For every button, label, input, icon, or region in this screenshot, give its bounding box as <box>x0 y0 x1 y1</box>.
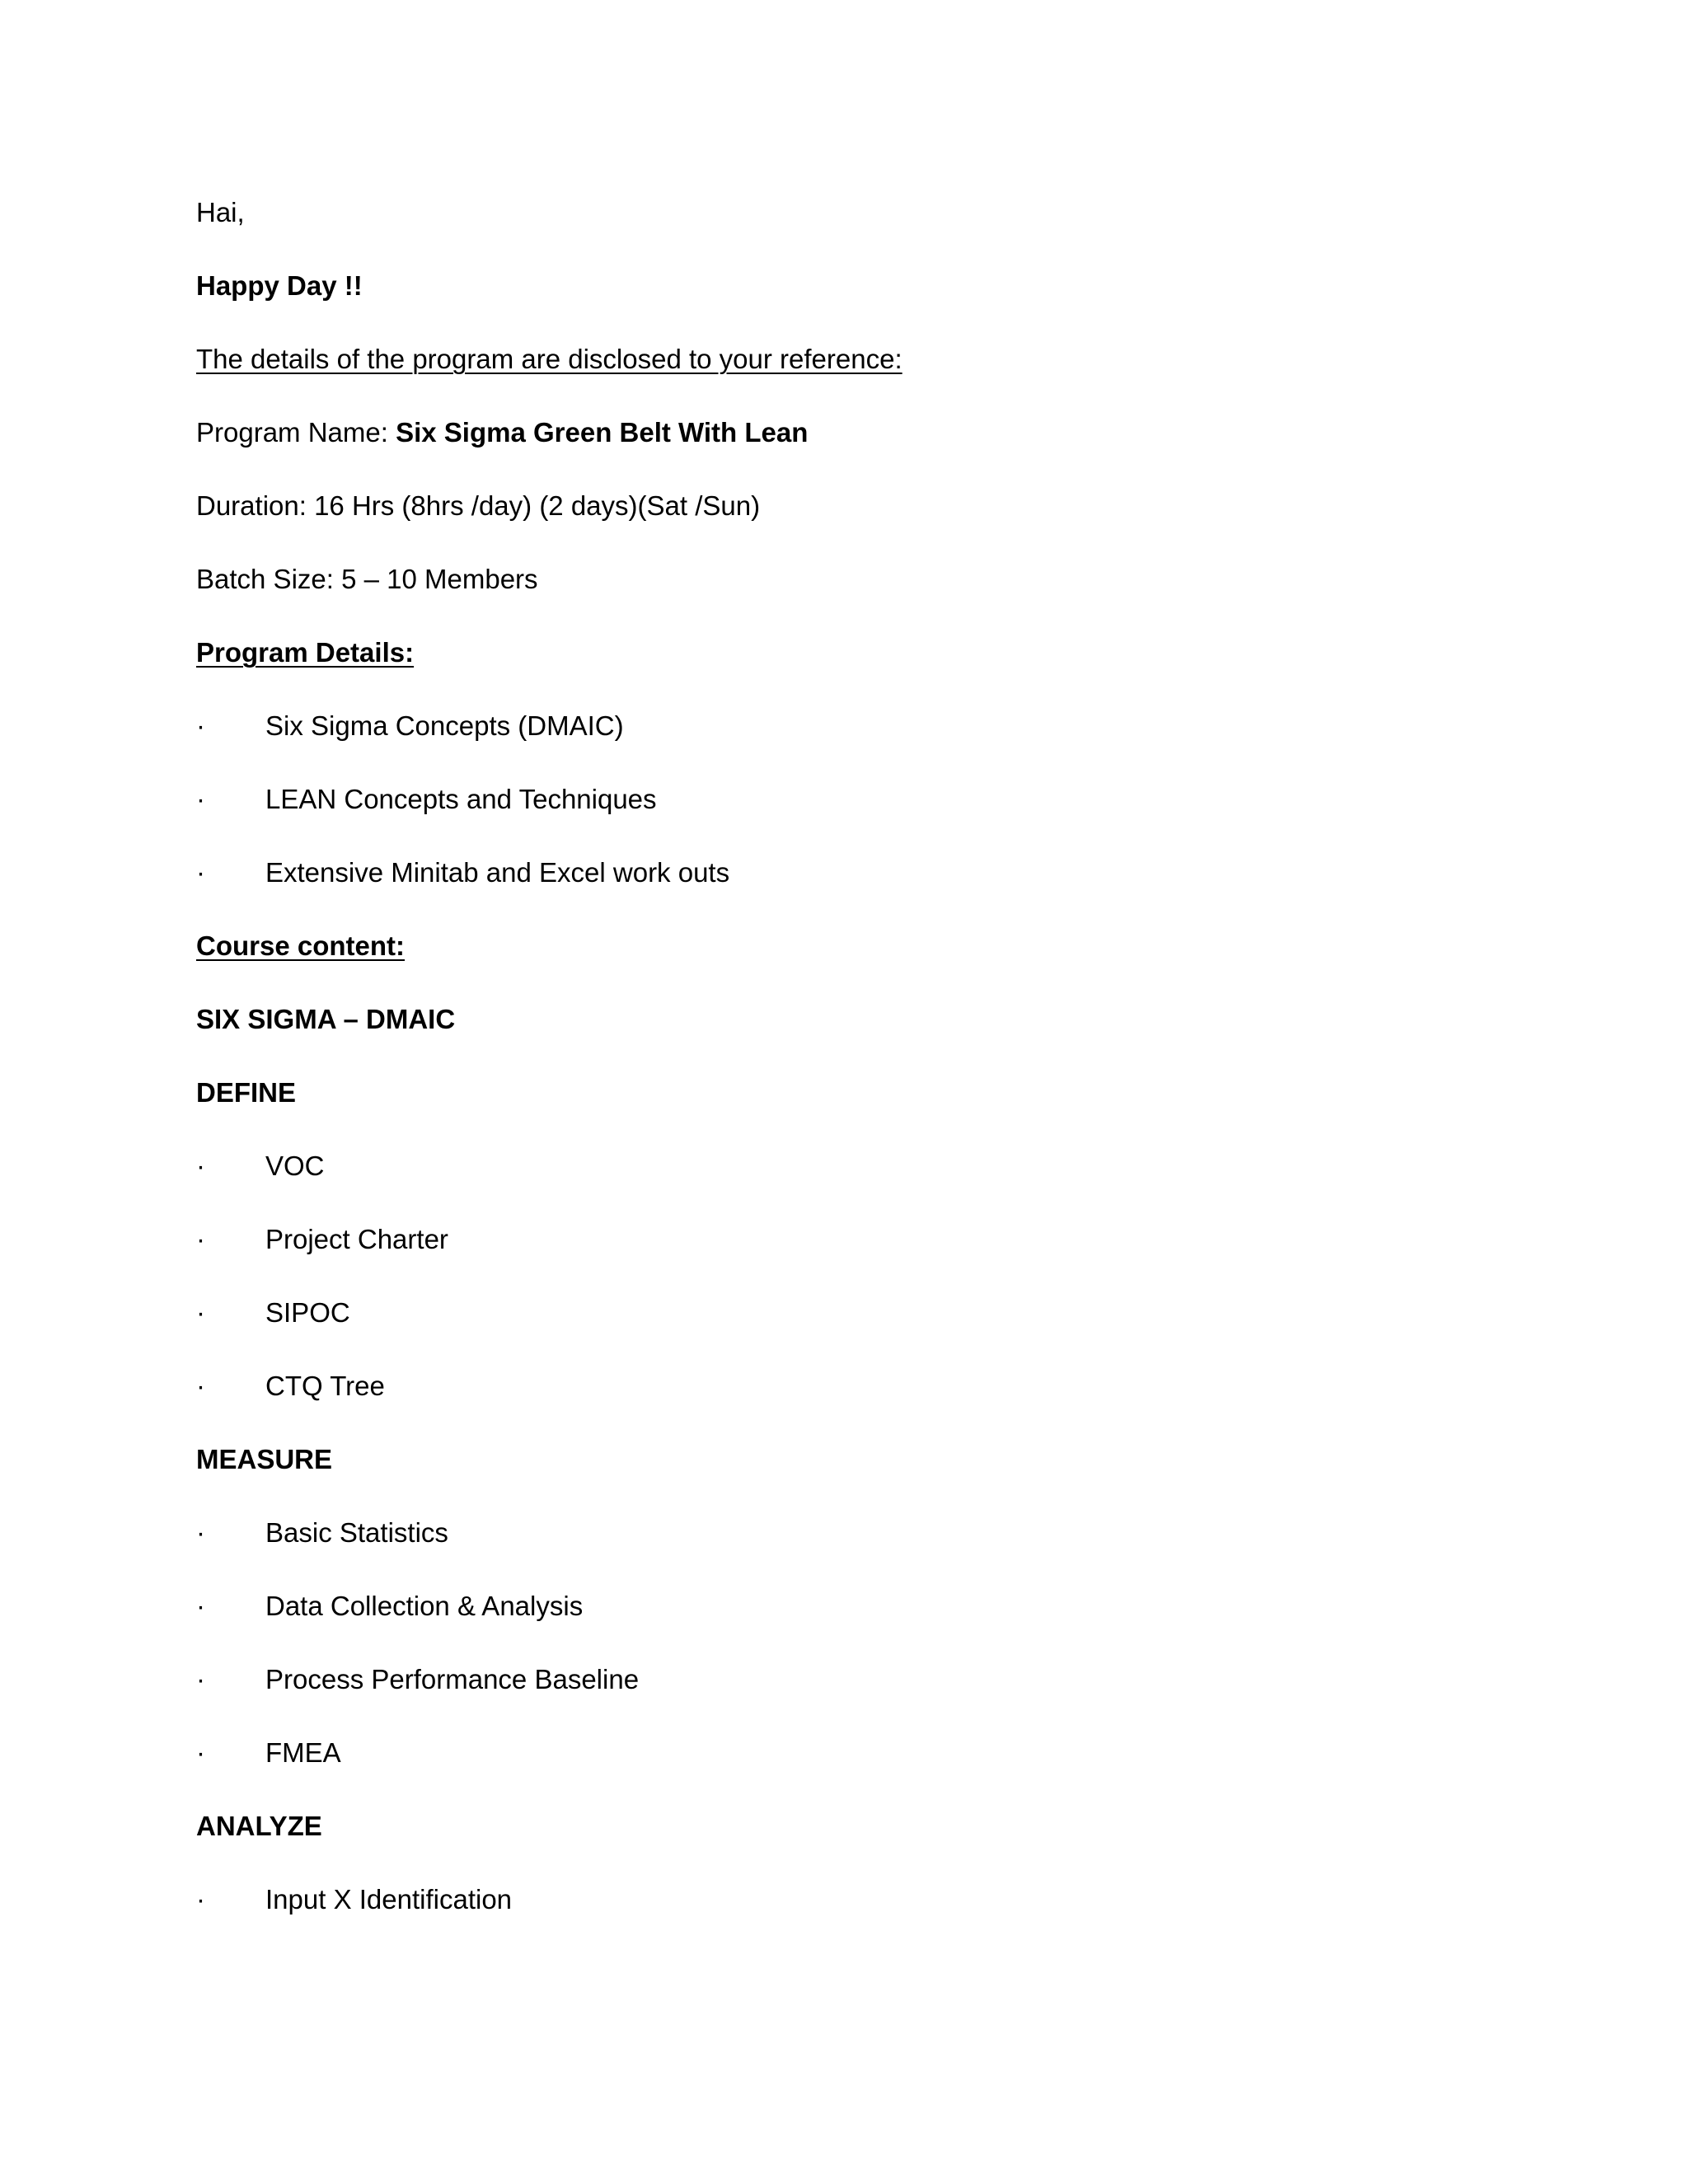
bullet-icon: · <box>196 1224 205 1254</box>
measure-heading: MEASURE <box>196 1444 333 1474</box>
bullet-icon: · <box>196 710 205 741</box>
list-item-text: Input X Identification <box>265 1884 513 1915</box>
program-name-value: Six Sigma Green Belt With Lean <box>396 417 809 448</box>
analyze-heading: ANALYZE <box>196 1811 322 1841</box>
bullet-icon: · <box>196 1517 205 1548</box>
list-item-text: CTQ Tree <box>265 1371 385 1401</box>
list-item-text: Data Collection & Analysis <box>265 1591 584 1621</box>
happy-day-heading: Happy Day !! <box>196 270 363 301</box>
bullet-icon: · <box>196 784 205 814</box>
program-name-line <box>196 416 808 449</box>
greeting: Hai, <box>196 197 245 227</box>
dmaic-heading: SIX SIGMA – DMAIC <box>196 1004 456 1034</box>
program-name-label: Program Name: <box>196 417 396 448</box>
bullet-icon: · <box>196 1591 205 1621</box>
list-item-text: Process Performance Baseline <box>265 1664 640 1694</box>
list-item-text: FMEA <box>265 1737 341 1768</box>
define-heading: DEFINE <box>196 1077 297 1108</box>
bullet-icon: · <box>196 1371 205 1401</box>
batch-size-line: Batch Size: 5 – 10 Members <box>196 564 538 594</box>
bullet-icon: · <box>196 1737 205 1768</box>
course-content-heading: Course content: <box>196 930 406 961</box>
bullet-icon: · <box>196 1297 205 1328</box>
list-item-text: LEAN Concepts and Techniques <box>265 784 657 814</box>
list-item-text: Extensive Minitab and Excel work outs <box>265 857 730 888</box>
list-item-text: Basic Statistics <box>265 1517 448 1548</box>
bullet-icon: · <box>196 1151 205 1181</box>
bullet-icon: · <box>196 1664 205 1694</box>
list-item-text: Six Sigma Concepts (DMAIC) <box>265 710 624 741</box>
details-intro: The details of the program are disclosed to your reference: <box>196 344 903 374</box>
list-item-text: SIPOC <box>265 1297 350 1328</box>
bullet-icon: · <box>196 857 205 888</box>
duration-line: Duration: 16 Hrs (8hrs /day) (2 days)(Sat /Sun) <box>196 490 761 521</box>
bullet-icon: · <box>196 1884 205 1915</box>
list-item-text: VOC <box>265 1151 325 1181</box>
list-item-text: Project Charter <box>265 1224 448 1254</box>
program-details-heading: Program Details: <box>196 637 415 668</box>
